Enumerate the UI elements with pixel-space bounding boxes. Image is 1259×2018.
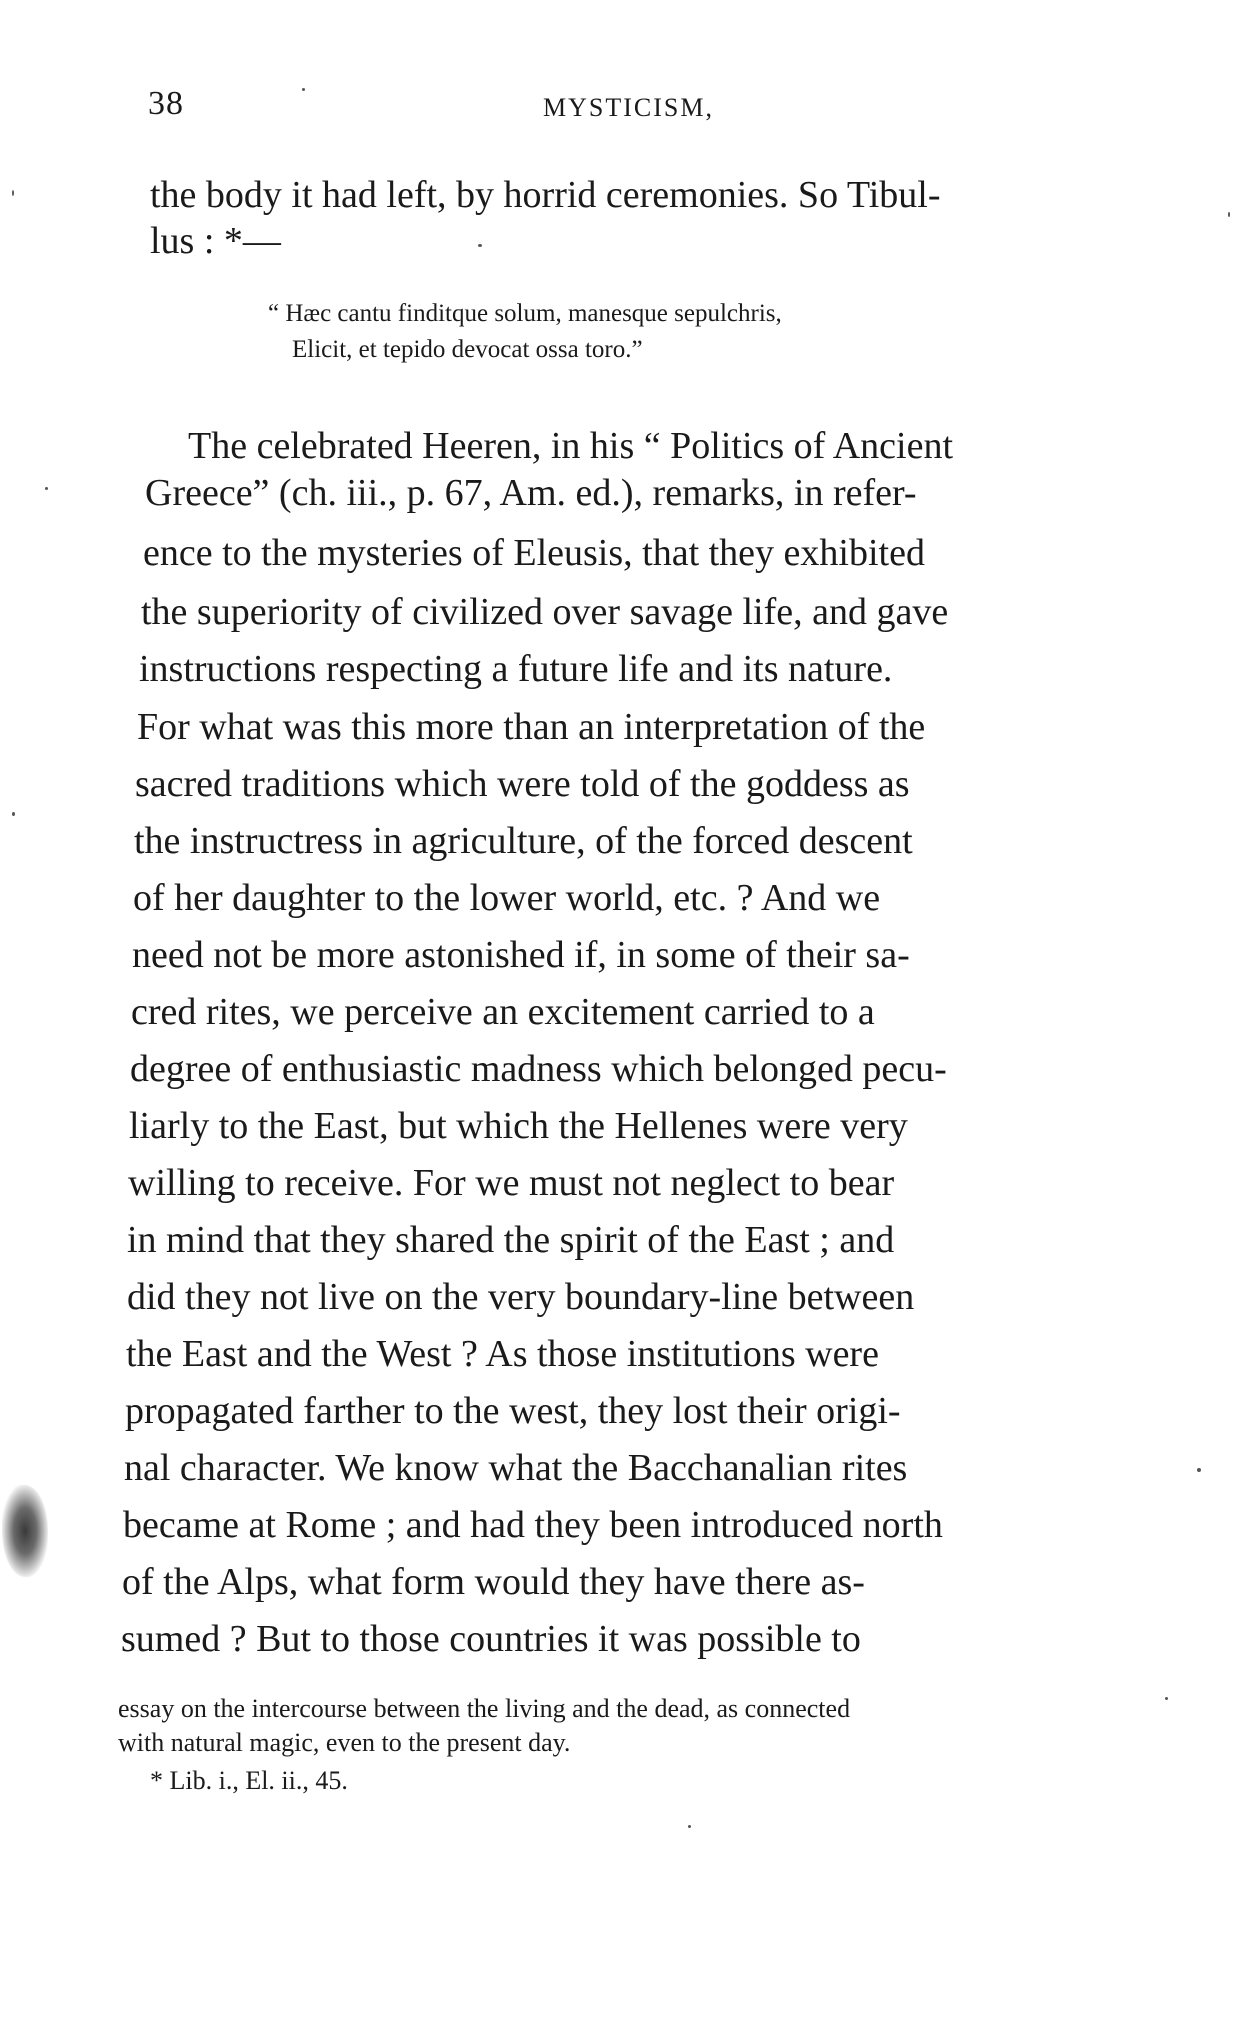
text-line: cred rites, we perceive an excitement carried to a (131, 991, 875, 1033)
footnote-line: with natural magic, even to the present day. (118, 1728, 571, 1757)
text-line: the East and the West ? As those institutions were (126, 1333, 879, 1375)
text-line: of her daughter to the lower world, etc. ? And we (133, 877, 881, 919)
text-line: of the Alps, what form would they have there as- (122, 1561, 865, 1603)
page-header (148, 85, 1108, 135)
text-line: liarly to the East, but which the Hellenes were very (129, 1105, 908, 1147)
text-line: sumed ? But to those countries it was possible to (121, 1618, 861, 1660)
text-line: the body it had left, by horrid ceremonies. So Tibul- (150, 174, 941, 216)
text-line: The celebrated Heeren, in his “ Politics of Ancient (188, 425, 954, 467)
text-line: degree of enthusiastic madness which belonged pecu- (130, 1048, 947, 1090)
footnote-line: essay on the intercourse between the living and the dead, as connected (118, 1694, 851, 1723)
text-line: Greece” (ch. iii., p. 67, Am. ed.), remarks, in refer- (145, 472, 917, 514)
text-line: propagated farther to the west, they lost their origi- (125, 1390, 901, 1432)
text-line: did they not live on the very boundary-line between (127, 1276, 915, 1318)
text-line: ence to the mysteries of Eleusis, that they exhibited (143, 532, 925, 574)
scan-smudge-mark (2, 1485, 48, 1577)
text-line: sacred traditions which were told of the goddess as (135, 763, 910, 805)
verse-line: Elicit, et tepido devocat ossa toro.” (292, 336, 643, 363)
verse-line: “ Hæc cantu finditque solum, manesque sepulchris, (268, 300, 782, 327)
page-number: 38 (148, 85, 184, 122)
footnote-line: * Lib. i., El. ii., 45. (150, 1766, 348, 1795)
text-line: the instructress in agriculture, of the forced descent (134, 820, 913, 862)
text-line: in mind that they shared the spirit of the East ; and (127, 1219, 895, 1261)
text-line: lus : *— (150, 220, 281, 262)
text-line: willing to receive. For we must not neglect to bear (128, 1162, 895, 1204)
text-line: became at Rome ; and had they been introduced north (123, 1504, 943, 1546)
text-line: the superiority of civilized over savage life, and gave (141, 591, 949, 633)
text-line: For what was this more than an interpretation of the (137, 706, 926, 748)
text-line: need not be more astonished if, in some of their sa- (132, 934, 910, 976)
text-line: instructions respecting a future life and its nature. (139, 648, 893, 690)
running-title: MYSTICISM, (543, 93, 714, 122)
text-line: nal character. We know what the Bacchanalian rites (124, 1447, 908, 1489)
